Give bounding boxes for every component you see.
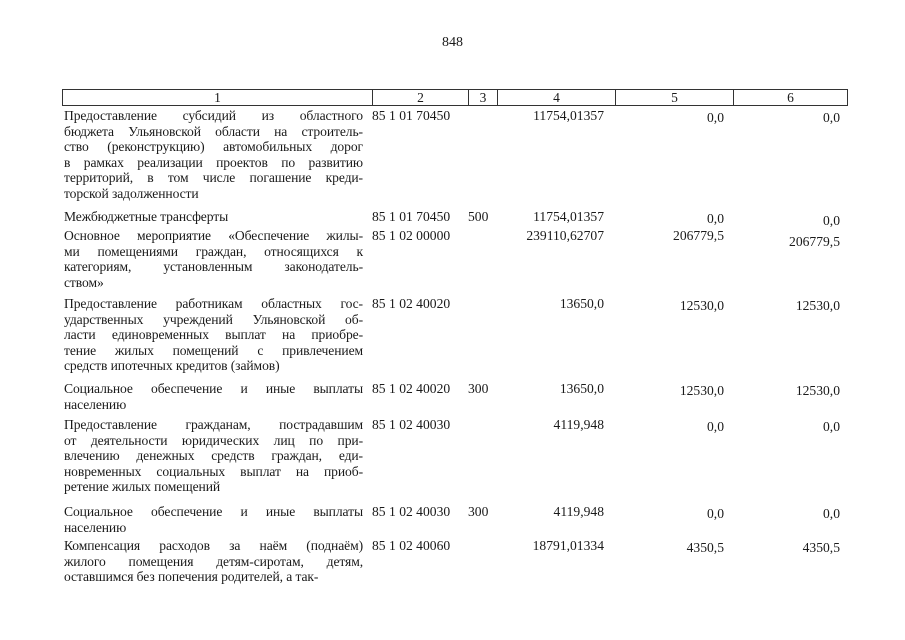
description-line: жилого помещения детям-сиротам, детям, <box>64 553 363 569</box>
page-number: 848 <box>442 35 463 50</box>
header-col-2: 2 <box>372 90 468 105</box>
description-line: территорий, в том числе погашение креди- <box>64 170 363 186</box>
description-line: средств ипотечных кредитов (займов) <box>64 358 280 374</box>
row-code: 85 1 01 70450 <box>372 108 451 123</box>
table-header <box>62 89 848 106</box>
description-line: ударственных учреждений Ульяновской об- <box>64 311 363 327</box>
row-value-col6: 12530,0 <box>795 298 840 313</box>
row-description <box>64 209 363 225</box>
description-line: от деятельности юридических лиц по при- <box>64 432 363 448</box>
header-col-6: 6 <box>733 90 847 105</box>
row-value-col5: 4350,5 <box>686 540 724 555</box>
description-line: Основное мероприятие «Обеспечение жилы- <box>64 228 363 243</box>
row-value-col6: 4350,5 <box>802 540 840 555</box>
header-col-5: 5 <box>615 90 733 105</box>
description-line: новременных социальных выплат на приоб- <box>64 463 363 479</box>
row-code: 85 1 02 40020 <box>372 296 451 311</box>
row-value-col5: 0,0 <box>707 110 724 125</box>
row-value-col4: 13650,0 <box>559 381 604 396</box>
description-line: Межбюджетные трансферты <box>64 209 229 224</box>
description-line: Предоставление работникам областных гос- <box>64 296 363 311</box>
row-code: 85 1 02 40060 <box>372 538 451 553</box>
row-code: 85 1 02 40020 <box>372 381 451 396</box>
description-line: Компенсация расходов за наём (поднаём) <box>64 538 363 553</box>
row-value-col5: 0,0 <box>707 211 724 226</box>
description-line: ласти единовременных выплат на приобре- <box>64 327 363 343</box>
row-value-col4: 4119,948 <box>553 417 604 432</box>
row-expense-type: 500 <box>468 209 489 224</box>
description-line: ство (реконструкцию) автомобильных дорог <box>64 139 363 155</box>
description-line: Социальное обеспечение и иные выплаты <box>64 504 363 519</box>
description-line: бюджета Ульяновской области на строитель- <box>64 123 363 139</box>
row-value-col6: 206779,5 <box>789 234 840 249</box>
row-value-col6: 12530,0 <box>795 383 840 398</box>
description-line: ми помещениями граждан, относящихся к <box>64 243 363 259</box>
row-value-col5: 0,0 <box>707 419 724 434</box>
row-value-col5: 0,0 <box>707 506 724 521</box>
row-value-col4: 11754,01357 <box>533 108 604 123</box>
description-line: ством» <box>64 274 104 290</box>
row-code: 85 1 01 70450 <box>372 209 451 224</box>
row-value-col4: 18791,01334 <box>532 538 604 553</box>
row-value-col5: 12530,0 <box>679 298 724 313</box>
row-value-col6: 0,0 <box>823 110 840 125</box>
description-line: Социальное обеспечение и иные выплаты <box>64 381 363 396</box>
row-description <box>64 228 363 290</box>
row-description <box>64 538 363 585</box>
row-description <box>64 381 363 412</box>
row-value-col6: 0,0 <box>823 213 840 228</box>
description-line: тение жилых помещений с привлечением <box>64 342 363 358</box>
row-value-col4: 4119,948 <box>553 504 604 519</box>
description-line: Предоставление субсидий из областного <box>64 108 363 123</box>
row-value-col5: 206779,5 <box>673 228 724 243</box>
row-expense-type: 300 <box>468 381 489 396</box>
description-line: населению <box>64 396 127 412</box>
description-line: влечению денежных средств граждан, еди- <box>64 448 363 464</box>
row-value-col4: 239110,62707 <box>526 228 604 243</box>
header-col-1: 1 <box>214 90 221 105</box>
description-line: оставшимся без попечения родителей, а так- <box>64 569 319 585</box>
row-value-col6: 0,0 <box>823 419 840 434</box>
row-value-col4: 11754,01357 <box>533 209 604 224</box>
row-description <box>64 108 363 202</box>
row-code: 85 1 02 40030 <box>372 417 451 432</box>
description-line: торской задолженности <box>64 185 199 201</box>
row-value-col5: 12530,0 <box>679 383 724 398</box>
description-line: Предоставление гражданам, пострадавшим <box>64 417 363 432</box>
row-description <box>64 296 363 374</box>
description-line: в рамках реализации проектов по развитию <box>64 154 363 170</box>
row-value-col6: 0,0 <box>823 506 840 521</box>
description-line: ретение жилых помещений <box>64 479 221 495</box>
header-col-3: 3 <box>468 90 497 105</box>
description-line: категориям, установленным законодатель- <box>64 259 363 275</box>
header-col-4: 4 <box>497 90 615 105</box>
row-code: 85 1 02 00000 <box>372 228 451 243</box>
row-value-col4: 13650,0 <box>559 296 604 311</box>
row-expense-type: 300 <box>468 504 489 519</box>
description-line: населению <box>64 519 127 535</box>
row-description <box>64 504 363 535</box>
row-code: 85 1 02 40030 <box>372 504 451 519</box>
row-description <box>64 417 363 495</box>
